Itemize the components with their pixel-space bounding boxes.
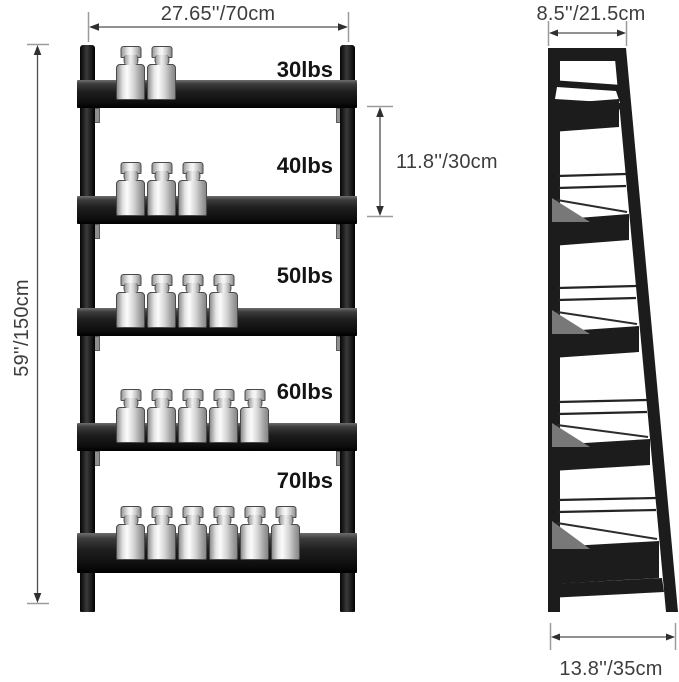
front-width-label: 27.65''/70cm xyxy=(160,3,276,25)
capacity-label: 60lbs xyxy=(276,379,333,404)
side-bottom-width-label: 13.8''/35cm xyxy=(559,658,663,680)
capacity-label: 50lbs xyxy=(276,263,333,288)
shelf-spacing-dimension xyxy=(367,107,393,217)
front-height-label: 59''/150cm xyxy=(11,279,33,377)
shelf-spacing-label: 11.8''/30cm xyxy=(396,151,498,173)
capacity-label: 40lbs xyxy=(276,153,333,178)
side-top-width-label: 8.5''/21.5cm xyxy=(536,3,646,25)
capacity-label: 30lbs xyxy=(276,57,333,82)
capacity-label: 70lbs xyxy=(276,468,333,493)
side-bottom-width-dimension xyxy=(551,623,676,650)
